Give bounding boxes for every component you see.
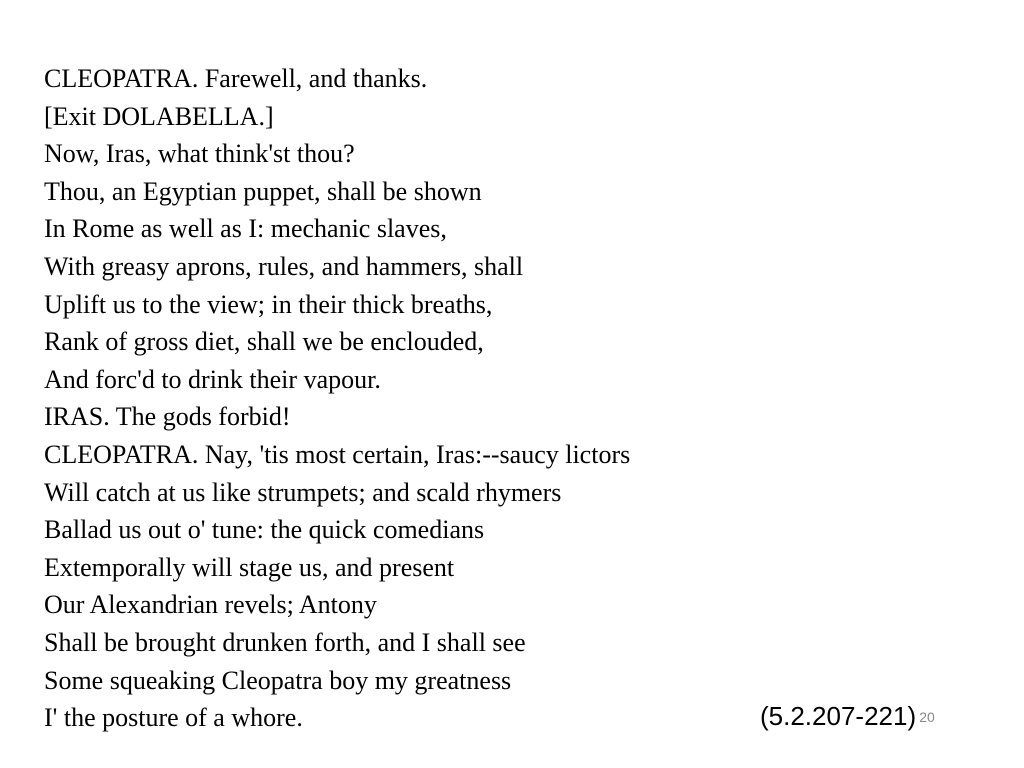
verse-line: Thou, an Egyptian puppet, shall be shown	[44, 176, 482, 206]
verse-line: With greasy aprons, rules, and hammers, shall	[44, 251, 524, 281]
verse-line: Extemporally will stage us, and present	[44, 552, 455, 582]
verse-line: Uplift us to the view; in their thick breaths,	[44, 289, 493, 319]
verse-line: IRAS. The gods forbid!	[44, 402, 291, 432]
verse-line: Ballad us out o' tune: the quick comedians	[44, 515, 485, 545]
verse-line: In Rome as well as I: mechanic slaves,	[44, 214, 447, 244]
verse-line: CLEOPATRA. Farewell, and thanks.	[44, 64, 428, 93]
verse-line: [Exit DOLABELLA.]	[44, 101, 274, 131]
verse-line: Shall be brought drunken forth, and I shall see	[44, 627, 526, 657]
verse-line: Now, Iras, what think'st thou?	[44, 139, 355, 169]
verse-line: Some squeaking Cleopatra boy my greatness	[44, 665, 512, 695]
verse-line: Rank of gross diet, shall we be enclouded,	[44, 327, 484, 357]
act-scene-citation: (5.2.207-221)	[760, 701, 917, 731]
slide-number: 20	[919, 709, 935, 725]
verse-line: And forc'd to drink their vapour.	[44, 364, 381, 394]
verse-line: Our Alexandrian revels; Antony	[44, 590, 377, 620]
verse-line: Will catch at us like strumpets; and scald rhymers	[44, 477, 562, 507]
verse-passage	[44, 60, 630, 737]
verse-line: CLEOPATRA. Nay, 'tis most certain, Iras:--saucy lictors	[44, 439, 631, 469]
verse-line: I' the posture of a whore.	[44, 703, 303, 733]
